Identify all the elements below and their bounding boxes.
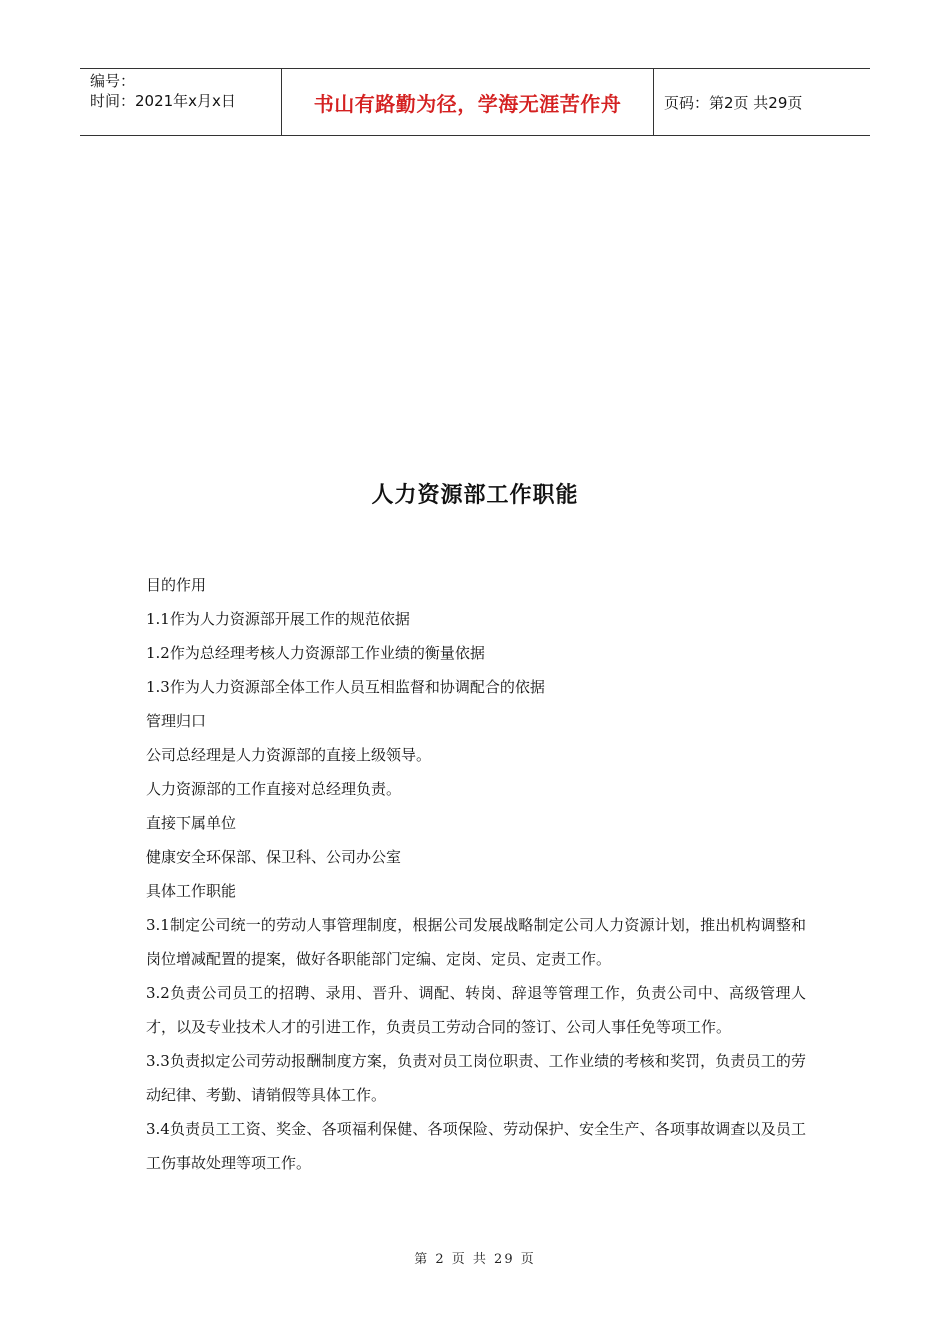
- page-footer: 第 2 页 共 29 页: [414, 1252, 536, 1267]
- paragraph: 3.3负责拟定公司劳动报酬制度方案，负责对员工岗位职责、工作业绩的考核和奖罚，负责员工的劳动纪律、考勤、请销假等具体工作。: [146, 1052, 806, 1104]
- paragraph: 1.1作为人力资源部开展工作的规范依据: [146, 610, 410, 628]
- code-label: 编号：: [90, 72, 136, 90]
- paragraph: 管理归口: [146, 712, 207, 730]
- paragraph: 直接下属单位: [146, 814, 237, 832]
- paragraph: 人力资源部的工作直接对总经理负责。: [146, 780, 402, 798]
- page-info: 页码：第2页 共29页: [664, 93, 803, 112]
- document-title: 人力资源部工作职能: [371, 483, 579, 508]
- paragraph: 3.2负责公司员工的招聘、录用、晋升、调配、转岗、辞退等管理工作，负责公司中、高级管理人才，以及专业技术人才的引进工作，负责员工劳动合同的签订、公司人事任免等项工作。: [146, 984, 806, 1036]
- paragraph: 3.1制定公司统一的劳动人事管理制度，根据公司发展战略制定公司人力资源计划，推出机构调整和岗位增减配置的提案，做好各职能部门定编、定岗、定员、定责工作。: [146, 916, 806, 968]
- date-label: 时间：2021年x月x日: [90, 92, 236, 110]
- paragraph: 目的作用: [146, 576, 207, 594]
- header-motto-cell: [281, 69, 654, 135]
- paragraph: 健康安全环保部、保卫科、公司办公室: [146, 848, 402, 866]
- header-page-info-cell: [654, 69, 870, 135]
- document-body: [146, 568, 806, 1180]
- paragraph: 3.4负责员工工资、奖金、各项福利保健、各项保险、劳动保护、安全生产、各项事故调查以及员工工伤事故处理等项工作。: [146, 1120, 806, 1172]
- paragraph: 具体工作职能: [146, 882, 237, 900]
- header-meta: [80, 69, 281, 135]
- page-header: [80, 68, 870, 136]
- paragraph: 1.3作为人力资源部全体工作人员互相监督和协调配合的依据: [146, 678, 545, 696]
- motto-text: 书山有路勤为径，学海无涯苦作舟: [313, 91, 622, 116]
- paragraph: 1.2作为总经理考核人力资源部工作业绩的衡量依据: [146, 644, 485, 662]
- paragraph: 公司总经理是人力资源部的直接上级领导。: [146, 746, 432, 764]
